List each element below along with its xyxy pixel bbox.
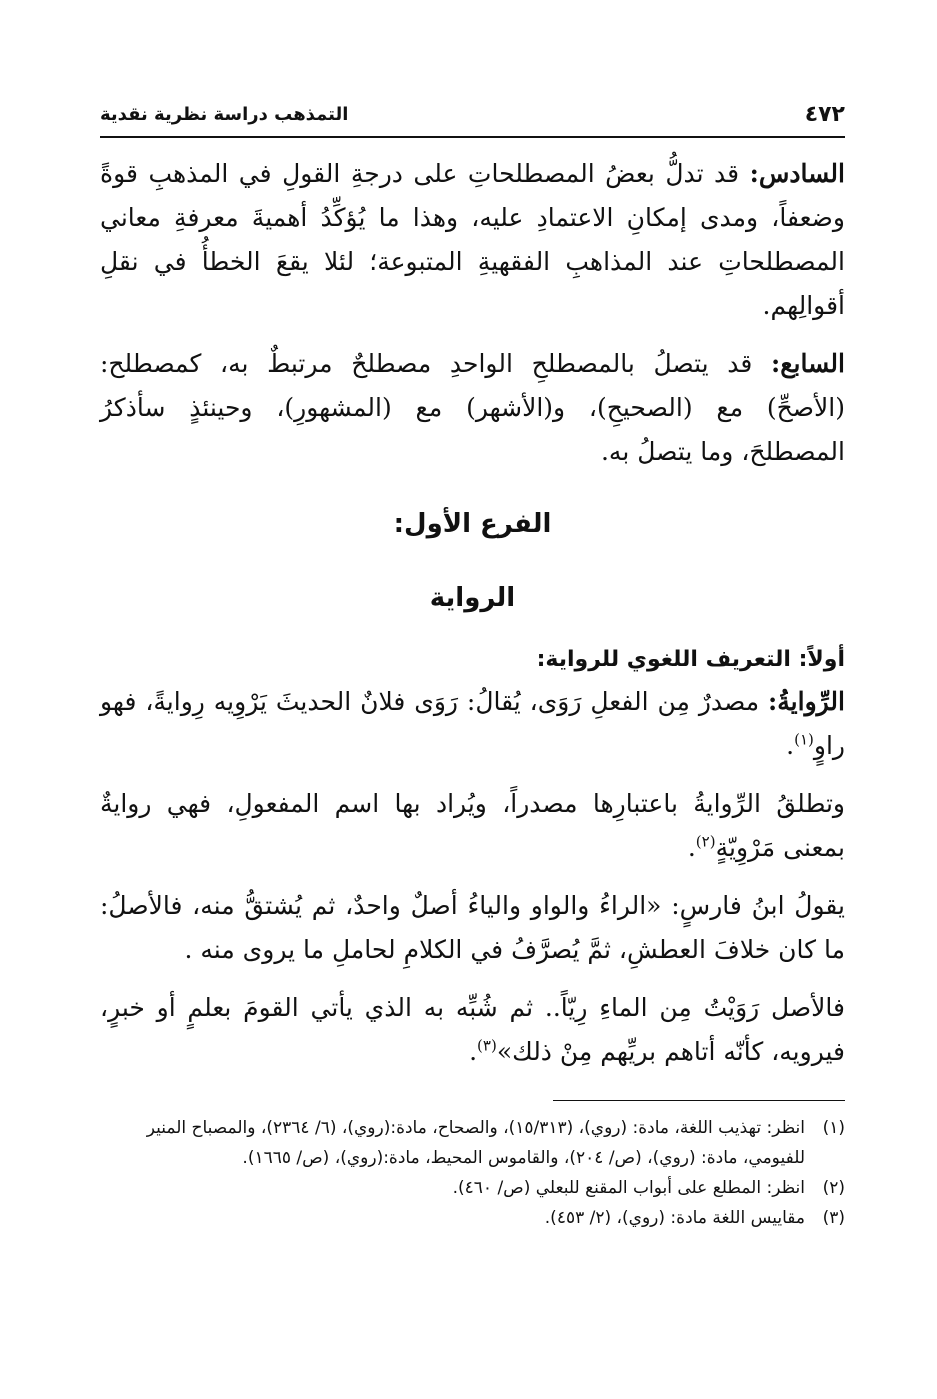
definition-paragraph <box>100 680 845 768</box>
paragraph-quote: يقولُ ابنُ فارسٍ: «الراءُ والواو والياءُ أصلٌ واحدٌ، ثم يُشتقُّ منه، فالأصلُ: ما كان خلافَ العطشِ، ثمَّ يُصرَّفُ في الكلامِ لحاملِ ما يروى منه . <box>100 891 845 964</box>
paragraph-quote-continued <box>100 986 845 1074</box>
running-title: التمذهب دراسة نظرية نقدية <box>100 104 349 125</box>
paragraph-text: وتطلقُ الرِّوايةُ باعتبارِها مصدراً، ويُراد بها اسم المفعولِ، فهي روايةٌ بمعنى مَرْوِيّةٍ <box>100 789 845 862</box>
paragraph-text: قد يتصلُ بالمصطلحِ الواحدِ مصطلحٌ مرتبطٌ به، كمصطلح: (الأصحِّ) مع (الصحيحِ)، و(الأشهر) مع (المشهورِ)، وحينئذٍ سأذكرُ المصطلحَ، وما يتصلُ به. <box>100 349 845 466</box>
paragraph-lead: السابع: <box>771 349 845 378</box>
section-title: الرواية <box>429 583 516 613</box>
footnote-text: انظر: تهذيب اللغة، مادة: (روي)، (١٥/٣١٣)، والصحاح، مادة:(روي)، (٦/ ٢٣٦٤)، والمصباح المنير للفيومي، مادة: (روي)، (ص/ ٢٠٤)، والقاموس المحيط، مادة:(روي)، (ص/ ١٦٦٥). <box>146 1118 805 1168</box>
footnote-text: مقاييس اللغة مادة: (روي)، (٢/ ٤٥٣). <box>544 1208 805 1228</box>
footnote-reference[interactable]: (٢) <box>695 832 716 851</box>
paragraph-text: قد تدلُّ بعضُ المصطلحاتِ على درجةِ القولِ في المذهبِ قوةً وضعفاً، ومدى إمكانِ الاعتمادِ عليه، وهذا ما يُؤكِّدُ أهميةَ معرفةِ معاني المصطلحاتِ عند المذاهبِ الفقهيةِ المتبوعة؛ لئلا يقعَ الخطأُ في نقلِ أقوالِهم. <box>100 159 845 320</box>
footnote-number: (٢) <box>822 1178 845 1198</box>
page-number: ٤٧٢ <box>804 102 845 127</box>
footnote-number: (٣) <box>822 1208 845 1228</box>
book-page <box>100 92 845 1359</box>
footnote-reference[interactable]: (٣) <box>477 1036 497 1055</box>
paragraph-seventh <box>100 342 845 474</box>
punctuation: . <box>786 731 795 760</box>
subsection-heading: أولاً: التعريف اللغوي للرواية: <box>536 647 845 672</box>
footnote-number: (١) <box>822 1118 845 1138</box>
punctuation: . <box>687 833 696 862</box>
paragraph-usage <box>100 782 845 870</box>
footnote-divider <box>553 1100 845 1101</box>
punctuation: . <box>469 1037 478 1066</box>
paragraph-lead: السادس: <box>749 159 845 188</box>
section-heading: الفرع الأول: <box>393 509 552 539</box>
footnote-reference[interactable]: (١) <box>794 730 814 749</box>
definition-term: الرِّوايةُ: <box>768 687 845 716</box>
footnote-2 <box>100 1173 845 1203</box>
paragraph-text: فالأصل رَوَيْتُ مِن الماءِ رِيّاً.. ثم شُبِّه به الذي يأتي القومَ بعلمٍ أو خبرٍ، فيرويه، كأنّه أتاهم بريِّهم مِنْ ذلك» <box>100 993 845 1066</box>
footnote-text: انظر: المطلع على أبواب المقنع للبعلي (ص/ ٤٦٠). <box>452 1178 805 1198</box>
footnote-1 <box>100 1113 845 1173</box>
definition-text: مصدرٌ مِن الفعلِ رَوَى، يُقالُ: رَوَى فلانٌ الحديثَ يَرْوِيه رِوايةً، فهو راوٍ <box>100 687 845 760</box>
page-header <box>100 92 845 138</box>
footnote-3 <box>100 1203 845 1233</box>
paragraph-sixth <box>100 152 845 328</box>
